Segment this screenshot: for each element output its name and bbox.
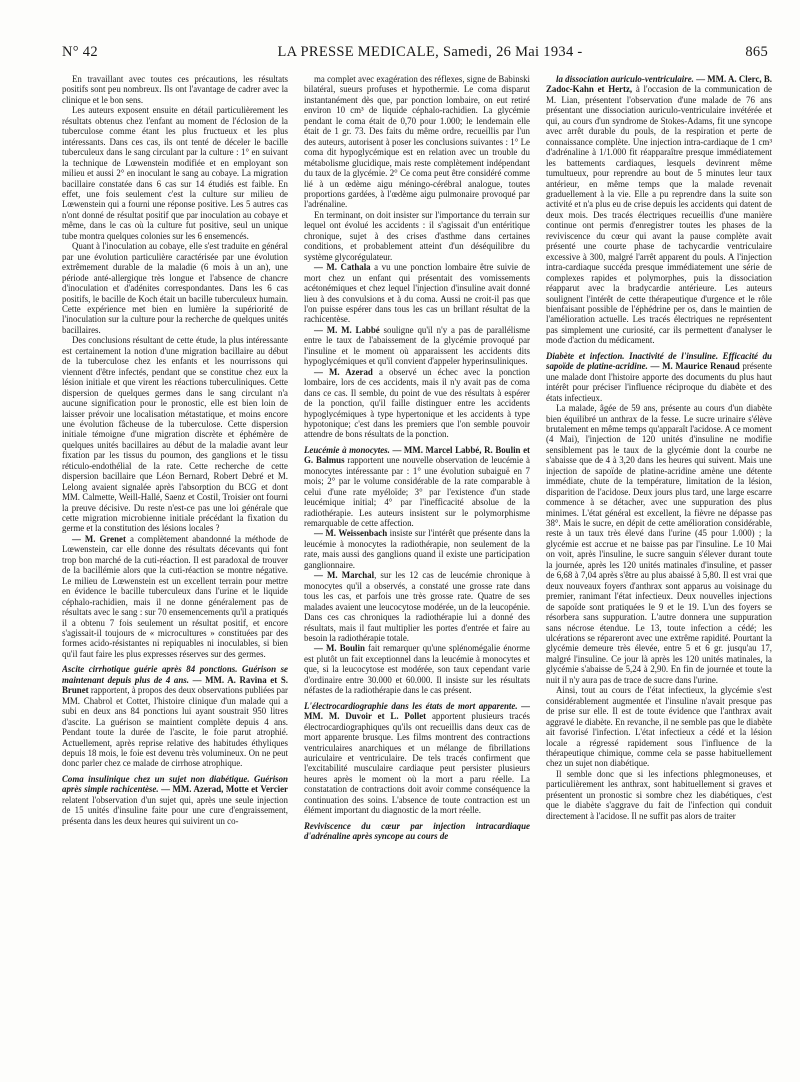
paragraph	[546, 403, 772, 685]
publication-title: LA PRESSE MEDICALE, Samedi, 26 Mai 1934 -	[277, 44, 583, 60]
paragraph	[304, 262, 530, 325]
paragraph	[304, 210, 530, 262]
page-header	[62, 44, 768, 68]
paragraph-authors: — M. M. Labbé	[314, 324, 380, 335]
paragraph-authors: — MM. A. Ravina et S. Brunet	[62, 674, 288, 696]
paragraph-text: à l'occasion de la communication de M. Lian, présentent l'observation d'une malade de 76 ans présentant une dissociation auriculo-ventriculaire invétérée et qui, au cours d'un syndrome de Stokes-Adams, fit une syncope avec arrêt durable du pouls, de la respiration et perte de connaissance complète. Une injection intra-cardiaque de 1 cm³ d'adrénaline à 1/1.000 fit réapparaître presque immédiatement les battements cardiaques, lesquels devinrent même tumultueux, pour reprendre au bout de 5 minutes leur taux antérieur, en même temps que la malade revenait graduellement à la vie. Elle a pu reprendre dans la suite son activité et n'a plus eu de crise depuis les accidents qui datent de deux mois. Des tracés électriques recueillis d'une manière continue ont permis d'enregistrer toutes les phases de la reviviscence du cœur qui avant la pause complète avait présenté une courte phase de tachycardie ventriculaire excessive à 300, malgré l'arrêt apparent du pouls. A l'injection intra-cardiaque succéda presque immédiatement une série de complexes rapides et polymorphes, puis la dissociation réapparut avec la bradycardie antérieure. Les auteurs soulignent l'intérêt de cette thérapeutique d'urgence et le rôle bienfaisant possible de l'éphédrine per os, dans le maintien de l'amélioration actuelle. Les tracés électriques ne représentent pas simplement une curiosité, car ils permettent d'analyser le mode d'action du médicament.	[546, 84, 772, 346]
paragraph	[304, 367, 530, 440]
column-1	[62, 74, 288, 1070]
paragraph-authors: — MM. Azerad, Motte et Vercier	[158, 784, 288, 795]
paragraph-authors: — MM. Marcel Labbé, R. Boulin et G. Balmus	[304, 444, 530, 466]
paragraph-authors: — MM. A. Clerc, B. Zadoc-Kahn et Hertz,	[546, 74, 772, 95]
paragraph-text: rapportent, à propos des deux observations publiées par MM. Chabrol et Cottet, l'histoire clinique d'un malade qui a subi en deux ans 84 ponctions lui ayant soustrait 950 litres d'ascite. La guérison se maintient complète depuis 4 ans. Pendant toute la durée de l'ascite, le foie parut atrophié. Actuellement, après reprise relative des habitudes éthyliques depuis 18 mois, le foie est devenu très volumineux. On ne peut donc parler chez ce malade de cirrhose atrophique.	[62, 685, 288, 769]
paragraph-text: ma complet avec exagération des réflexes, signe de Babinski bilatéral, sueurs profuses et hypothermie. Le coma disparut instantanément dès que, par ponction lombaire, on eut retiré environ 10 cm³ de liquide céphalo-rachidien. La glycémie pendant le coma était de 0,70 pour 1.000; le lendemain elle était de 1 gr. 73. Des faits du même ordre, recueillis par l'un des auteurs, autorisent à poser les conclusions suivantes : 1° Le coma dit hypoglycémique est en relation avec un trouble du métabolisme glucidique, mais reste complètement indépendant du taux de la glycémie. 2° Ce coma peut être considéré comme lié à un œdème aigu méningo-cérébral analogue, toutes proportions gardées, à l'œdème aigu pulmonaire provoqué par l'adrénaline.	[304, 74, 530, 210]
paragraph-heading: Reviviscence du cœur par injection intracardiaque d'adrénaline après syncope au cours de	[304, 820, 530, 842]
paragraph-text: Quant à l'inoculation au cobaye, elle s'est traduite en général par une évolution particulière caractérisée par une évolution extrêmement durable de la maladie (6 mois à un an), une période anté-allergique très longue et l'absence de chancre d'inoculation et d'adénites correspondantes. Dans les 6 cas positifs, le bacille de Koch était un bacille tuberculeux humain. Cette expérience met bien en lumière la supériorité de l'inoculation sur la culture pour la recherche de quelques unités bacillaires.	[62, 241, 288, 335]
article-columns	[62, 74, 772, 1070]
paragraph	[546, 74, 772, 346]
paragraph	[304, 74, 530, 210]
paragraph-text: En terminant, on doit insister sur l'importance du terrain sur lequel ont évolué les accidents : il s'agissait d'un entéritique chronique, sujet à des crises d'asthme dans certaines conditions, et probablement atteint d'un déséquilibre du système glycorégulateur.	[304, 209, 530, 262]
paragraph-heading: Leucémie à monocytes.	[304, 444, 390, 455]
paragraph-text: Ainsi, tout au cours de l'état infectieux, la glycémie s'est considérablement augmentée et l'insuline n'avait presque pas de prise sur elle. Il est de toute évidence que l'anthrax avait aggravé le diabète. En revanche, il ne semble pas que le diabète ait favorisé l'infection. L'état infectieux a cédé et la lésion locale a régressé rapidement sous l'influence de la thérapeutique chimique, comme cela se passe habituellement chez un sujet non diabétique.	[546, 685, 772, 769]
paragraph-authors: — M. Cathala	[314, 262, 371, 273]
paragraph-text: La malade, âgée de 59 ans, présente au cours d'un diabète bien équilibré un anthrax de la fesse. Le sucre urinaire s'élève brutalement en même temps qu'apparaît l'acidose. A ce moment (4 Mai), l'injection de 120 unités d'insuline ne modifie sensiblement pas le taux de la glycémie dont la courbe ne s'abaisse que de 4 à 3,20 dans les heures qui suivent. Mais une injection de sapoïde de platine-acridine amène une détente immédiate, chute de la température, limitation de la lésion, disparition de l'acidose. Deux jours plus tard, une large escarre commence à se détacher, avec une suppuration des plus minimes. L'état général est excellent, la fièvre ne dépasse pas 38°. Mais le sucre, en dépit de cette amélioration considérable, reste à un taux très élevé dans l'urine (45 pour 1.000) ; la glycémie est accrue et ne baisse pas par l'insuline. Le 10 Mai on voit, après l'insuline, le sucre sanguin s'élever durant toute la journée, après les 120 unités matinales d'insuline, et passer de 6,68 à 7,04 après s'être au plus abaissé à 5,80. Il est vrai que deux nouveaux foyers d'anthrax sont apparus au voisinage du premier, ranimant l'état infectieux. Deux nouvelles injections de sapoïde sont pratiquées le 9 et le 19. L'un des foyers se résorbera sans suppuration. L'autre donnera une suppuration sans nécrose étendue. Le 13, toute infection a cédé; les ulcérations se répareront avec une extrême rapidité. Pourtant la glycémie demeure très élevée, entre 5 et 6 gr. jusqu'au 17, malgré l'insuline. Ce jour là après les 120 unités matinales, la glycémie s'abaisse de 5,24 à 2,90. En fin de journée et toute la nuit il n'y aura pas de trace de sucre dans l'urine.	[546, 403, 772, 685]
paragraph-text: a observé un échec avec la ponction lombaire, lors de ces accidents, mais il n'y avait pas de coma dans ce cas. Il semble, du point de vue des résultats à espérer de la ponction, qu'il faille distinguer entre les accidents hypoglycémiques à type hypertonique et les accidents à type hypotonique; c'est dans les premiers que l'on semble pouvoir attendre de bons résultats de la ponction.	[304, 366, 530, 440]
paragraph	[304, 821, 530, 842]
paragraph	[304, 528, 530, 570]
paragraph	[62, 534, 288, 659]
column-2	[304, 74, 530, 1070]
paragraph-text: Des conclusions résultant de cette étude, la plus intéressante est certainement la notion d'une migration bacillaire au début de la tuberculose chez les enfants et les nourrissons qui viennent d'être infectés, pendant que se constitue chez eux la lésion initiale et que virent les réactions tuberculiniques. Cette dispersion de quelques germes dans le sang circulant n'a aucune signification pour le pronostic, elle est bien loin de laisser prévoir une localisation métastatique, et moins encore une évolution fâcheuse de la tuberculose. Cette dispersion initiale témoigne d'une migration discrète et éphémère de quelques unités bacillaires au début de la maladie avant leur fixation par les tissus du poumon, des ganglions et le tissu réticulo-endothélial de la rate. Cette recherche de cette dispersion bacillaire que Léon Bernard, Robert Debré et M. Lelong avaient signalée après l'absorption du BCG et dont MM. Calmette, Weill-Hallé, Saenz et Costil, Troisier ont fourni la preuve décisive. Du reste n'est-ce pas une loi générale que cette migration microbienne initiale précédant la fixation du germe et la constitution des lésions locales ?	[62, 335, 288, 534]
paragraph-authors: — MM. M. Duvoir et L. Pollet	[304, 700, 530, 722]
paragraph-text: a complètement abandonné la méthode de Lœwenstein, car elle donne des résultats décevants qui font trop bon marché de la cuti-réaction. Il est paradoxal de trouver de la bacillémie alors que la cuti-réaction se montre négative. Le milieu de Lœwenstein est un excellent terrain pour mettre en évidence le bacille tuberculeux dans l'urine et le liquide céphalo-rachidien, mais il ne donne généralement pas de résultats avec le sang : sur 70 ensemencements qu'il a pratiqués il a obtenu 7 fois seulement un résultat positif, et encore s'agissait-il toujours de « microcultures » constituées par des formes acido-résistantes ni repiquables ni inoculables, si bien qu'il faut faire les plus expresses réserves sur des germes.	[62, 533, 288, 659]
paragraph-authors: — M. Maurice Renaud	[647, 361, 740, 372]
paragraph	[546, 685, 772, 769]
paragraph-text: a vu une ponction lombaire être suivie de mort chez un enfant qui présentait des vomissements acétonémiques et chez lequel l'injection d'insuline avait donné lieu à des convulsions et à du coma. Aussi ne croit-il pas que l'on puisse espérer dans tous les cas un brillant résultat de la rachicentèse.	[304, 262, 530, 325]
paragraph	[62, 774, 288, 826]
paragraph	[304, 643, 530, 695]
paragraph-text: fait remarquer qu'une splénomégalie énorme est plutôt un fait exceptionnel dans la leucémie à monocytes et que, si la leucocytose est modérée, son taux cependant varie d'ordinaire entre 30.000 et 60.000. Il insiste sur les résultats néfastes de la radiothérapie dans le cas présent.	[304, 643, 530, 696]
paragraph-text: apportent plusieurs tracés électrocardiographiques qu'ils ont recueillis dans deux cas de mort apparente brusque. Les films montrent des contractions ventriculaires anarchiques et un mélange de fibrillations auriculaire et ventriculaire. De tels tracés confirment que l'excitabilité musculaire cardiaque peut persister plusieurs heures après le moment où la mort a paru réelle. La constatation de contractions doit avoir comme conséquence la continuation des soins. L'absence de toute contraction est un élément important du diagnostic de la mort réelle.	[304, 711, 530, 816]
paragraph-heading: Coma insulinique chez un sujet non diabétique. Guérison après simple rachicentèse.	[62, 773, 288, 795]
paragraph-authors: — M. Marchal	[314, 570, 375, 581]
paragraph	[304, 445, 530, 529]
paragraph	[62, 335, 288, 534]
paragraph	[62, 74, 288, 105]
paragraph	[304, 701, 530, 816]
paragraph-heading: L'électrocardiographie dans les états de mort apparente.	[304, 700, 518, 711]
issue-number: N° 42	[62, 44, 98, 60]
paragraph-text: présente une malade dont l'histoire apporte des documents du plus haut intérêt pour préciser l'influence réciproque du diabète et des états infectieux.	[546, 361, 772, 403]
paragraph	[304, 570, 530, 643]
paragraph	[546, 351, 772, 403]
paragraph-text: En travaillant avec toutes ces précautions, les résultats positifs sont peu nombreux. Ils ont l'avantage de cadrer avec la clinique et le bon sens.	[62, 74, 288, 105]
paragraph-text: souligne qu'il n'y a pas de parallélisme entre le taux de l'abaissement de la glycémie provoqué par l'insuline et le moment où apparaissent les accidents dits hypoglycémiques et qu'il convient d'appeler hyperinsuliniques.	[304, 324, 530, 367]
paragraph-heading: Diabète et infection. Inactivité de l'insuline. Efficacité du sapoïde de platine-acridine.	[546, 350, 772, 372]
paragraph	[546, 769, 772, 821]
paragraph-authors: — M. Boulin	[314, 643, 365, 654]
paragraph-authors: — M. Weissenbach	[314, 528, 388, 539]
paragraph	[62, 241, 288, 335]
paragraph-text: rapportent une nouvelle observation de leucémie à monocytes intéressante par : 1° une évolution subaiguë en 7 mois; 2° par le volume considérable de la rate comparable à celui d'une rate myéloïde; 3° par l'existence d'un stade leucémique initial; 4° par l'inefficacité absolue de la radiothérapie. Les auteurs insistent sur le polymorphisme remarquable de cette affection.	[304, 455, 530, 529]
paragraph-text: insiste sur l'intérêt que présente dans la leucémie à monocytes la radiothérapie, non seulement de la rate, mais aussi des ganglions quand il existe une participation ganglionnaire.	[304, 528, 530, 570]
paragraph	[62, 105, 288, 241]
paragraph-text: relatent l'observation d'un sujet qui, après une seule injection de 15 unités d'insuline faite pour une cure d'engraissement, présenta dans les deux heures qui suivirent un co-	[62, 794, 288, 826]
paragraph	[62, 664, 288, 769]
paragraph-text: Les auteurs exposent ensuite en détail particulièrement les résultats obtenus chez l'enfant au moment de l'éclosion de la tuberculose comme étant les plus fructueux et les plus intéressants. Dans ces cas, ils ont tenté de déceler le bacille tuberculeux dans le sang circulant par la culture : 1° en suivant la technique de Lœwenstein modifiée et en employant son milieu et aussi 2° en inoculant le sang au cobaye. La migration bacillaire constatée dans 6 cas sur 14 étudiés est faible. En effet, une fois seulement c'est la culture sur milieu de Lœwenstein qui a fourni une réponse positive. Les 5 autres cas n'ont donné de résultat positif que par inoculation au cobaye et même, dans le cas où la culture fut positive, seul un unique tube montra quelques colonies sur les 6 ensemencés.	[62, 105, 288, 241]
paragraph-authors: — M. Grenet	[72, 533, 126, 544]
paragraph-heading: la dissociation auriculo-ventriculaire.	[556, 74, 694, 84]
page-number: 865	[745, 44, 768, 60]
column-3	[546, 74, 772, 1070]
paragraph-text: Il semble donc que si les infections phlegmoneuses, et particulièrement les anthrax, sont habituellement si graves et présentent un pronostic si sombre chez les diabétiques, c'est que le diabète s'aggrave du fait de l'infection qui conduit directement à l'acidose. Il ne suffit pas alors de traiter	[546, 768, 772, 821]
paragraph-heading: Ascite cirrhotique guérie après 84 ponctions. Guérison se maintenant depuis plus de 4 ans.	[62, 664, 288, 685]
paragraph	[304, 325, 530, 367]
paragraph-text: , sur les 12 cas de leucémie chronique à monocytes qu'il a observés, a constaté une grosse rate dans tous les cas, et parfois une très grosse rate. Quatre de ses malades avaient une leucocytose modérée, un de la leucopénie. Dans ces cas chroniques la radiothérapie lui a donné des résultats, mais il faut multiplier les portes d'entrée et faire au besoin la radiothérapie totale.	[304, 570, 530, 644]
paragraph-authors: — M. Azerad	[314, 366, 373, 377]
